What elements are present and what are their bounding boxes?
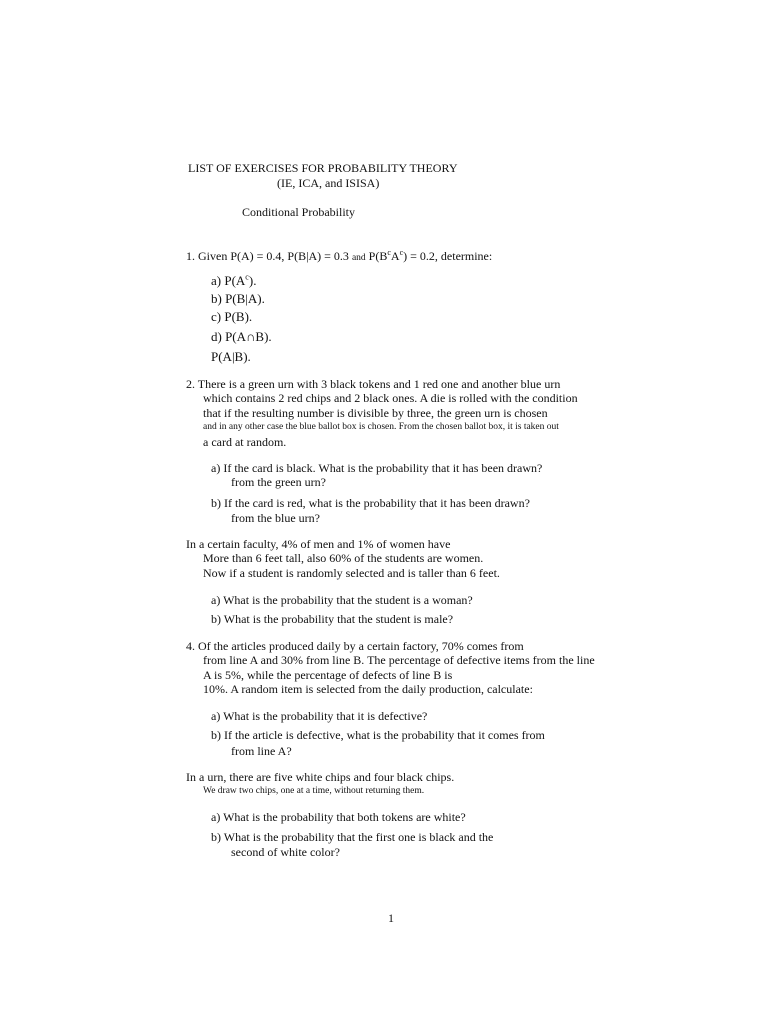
- exercise-4-line-2: from line A and 30% from line B. The percentage of defective items from the line: [203, 653, 595, 667]
- exercise-2-question-a: a) If the card is black. What is the probability that it has been drawn?: [211, 461, 543, 475]
- exercise-4-question-b: b) If the article is defective, what is the probability that it comes from: [211, 728, 545, 742]
- exercise-2-question-b-cont: from the blue urn?: [231, 511, 320, 525]
- exercise-1-intro: 1. Given P(A) = 0.4, P(B|A) = 0.3 and $P(B^cA^c) = 0.2$, determine:: [186, 248, 493, 263]
- document-subtitle: (IE, ICA, and ISISA): [277, 176, 380, 190]
- page-number: 1: [388, 911, 394, 925]
- exercise-2-line-5: a card at random.: [203, 435, 287, 449]
- exercise-3-question-a: a) What is the probability that the student is a woman?: [211, 593, 473, 607]
- exercise-2-line-1: 2. There is a green urn with 3 black tokens and 1 red one and another blue urn: [186, 377, 561, 391]
- exercise-4-question-b-cont: from line A?: [231, 744, 292, 758]
- exercise-1-item-a: a) $P(A^c)$.: [211, 272, 257, 288]
- exercise-5-line-1: In a urn, there are five white chips and four black chips.: [186, 770, 455, 784]
- exercise-4-line-4: 10%. A random item is selected from the daily production, calculate:: [203, 682, 533, 696]
- document-title: LIST OF EXERCISES FOR PROBABILITY THEORY: [188, 161, 458, 175]
- exercise-1-item-e: P(A|B).: [211, 349, 251, 364]
- exercise-3-line-1: In a certain faculty, 4% of men and 1% of women have: [186, 537, 451, 551]
- exercise-5-line-2: We draw two chips, one at a time, without returning them.: [203, 786, 425, 796]
- exercise-2-question-b: b) If the card is red, what is the probability that it has been drawn?: [211, 496, 530, 510]
- exercise-1-item-c: c) P(B).: [211, 309, 253, 324]
- exercise-3-line-3: Now if a student is randomly selected and is taller than 6 feet.: [203, 566, 500, 580]
- exercise-2-line-2: which contains 2 red chips and 2 black ones. A die is rolled with the condition: [203, 391, 578, 405]
- exercise-2-line-4: and in any other case the blue ballot box is chosen. From the chosen ballot box, it is taken out: [203, 422, 559, 432]
- exercise-3-question-b: b) What is the probability that the student is male?: [211, 612, 454, 626]
- exercise-5-question-a: a) What is the probability that both tokens are white?: [211, 810, 466, 824]
- exercise-1-item-b: b) P(B|A).: [211, 291, 265, 306]
- exercise-4-question-a: a) What is the probability that it is defective?: [211, 709, 428, 723]
- exercise-4-line-1: 4. Of the articles produced daily by a certain factory, 70% comes from: [186, 639, 524, 653]
- exercise-4-line-3: A is 5%, while the percentage of defects of line B is: [203, 668, 453, 682]
- exercise-2-line-3: that if the resulting number is divisible by three, the green urn is chosen: [203, 406, 548, 420]
- exercise-5-question-b-cont: second of white color?: [231, 845, 340, 859]
- exercise-5-question-b: b) What is the probability that the first one is black and the: [211, 830, 494, 844]
- section-heading: Conditional Probability: [242, 205, 355, 219]
- exercise-1-item-d: d) P(A∩B).: [211, 329, 272, 344]
- exercise-2-question-a-cont: from the green urn?: [231, 475, 326, 489]
- exercise-3-line-2: More than 6 feet tall, also 60% of the students are women.: [203, 551, 484, 565]
